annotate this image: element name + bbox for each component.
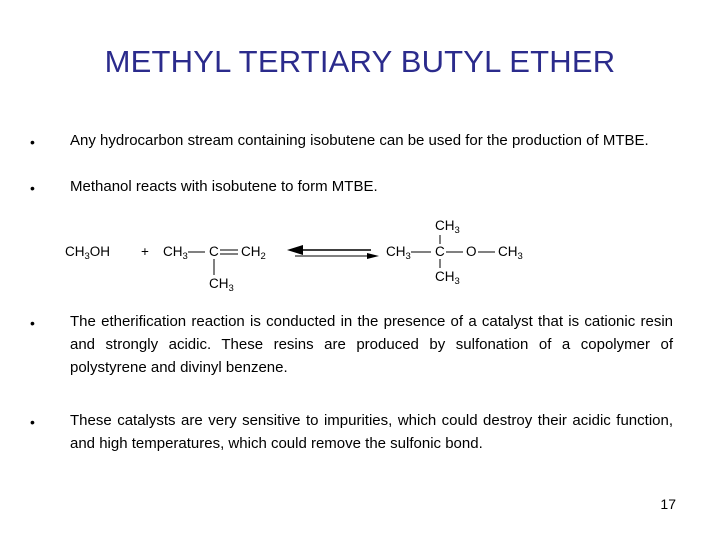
isobutene-structure xyxy=(163,244,266,294)
bullet-text-1: Any hydrocarbon stream containing isobutene can be used for the production of MTBE. xyxy=(70,132,649,149)
svg-text:CH3: $CH_3$ xyxy=(498,244,523,262)
svg-text:O: O xyxy=(466,244,477,259)
svg-text:CH3: $CH_3$ xyxy=(435,218,460,236)
bullet-marker: • xyxy=(30,414,35,430)
slide-title: METHYL TERTIARY BUTYL ETHER xyxy=(104,44,616,79)
bullet-marker: • xyxy=(30,315,35,331)
svg-text:C: C xyxy=(209,244,219,259)
page-number: 17 xyxy=(660,496,676,512)
svg-text:CH3: $CH_3$ xyxy=(435,269,460,287)
bullet-text-3: The etherification reaction is conducted in the presence of a catalyst that is cationic resin and strongly acidic. These resins are produced by sulfonation of a copolymer of polystyrene and divinyl benzene. xyxy=(70,313,673,376)
methanol-formula: $CH_3OH$ xyxy=(65,244,111,262)
mtbe-structure xyxy=(386,218,523,287)
equilibrium-arrow xyxy=(287,245,379,259)
plus-sign: + xyxy=(141,244,149,259)
svg-text:CH3: $CH_3$ xyxy=(209,276,234,294)
svg-text:CH3: $CH_3$ xyxy=(163,244,188,262)
svg-text:CH2: $CH_2$ xyxy=(241,244,266,262)
svg-text:CH3: $CH_3$ xyxy=(386,244,411,262)
bullet-text-2: Methanol reacts with isobutene to form MTBE. xyxy=(70,178,378,195)
bullet-marker: • xyxy=(30,180,35,196)
bullet-marker: • xyxy=(30,134,35,150)
reaction-equation xyxy=(55,212,555,294)
bullet-text-4: These catalysts are very sensitive to impurities, which could destroy their acidic function, and high temperatures, which could remove the sulfonic bond. xyxy=(70,412,673,452)
svg-text:C: C xyxy=(435,244,445,259)
